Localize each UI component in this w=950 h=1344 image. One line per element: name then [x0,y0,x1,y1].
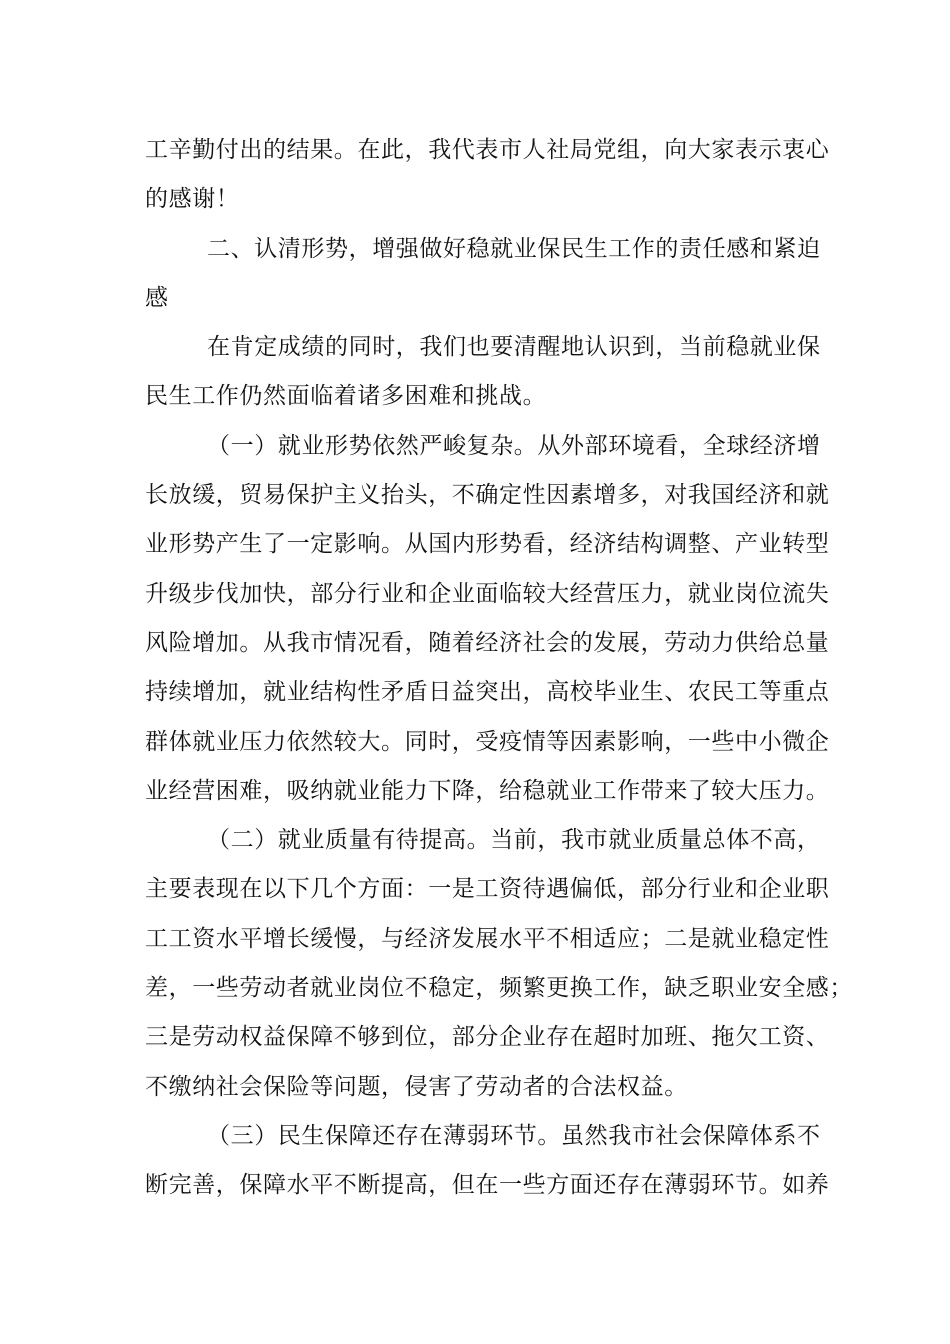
text-line: 业经营困难，吸纳就业能力下降，给稳就业工作带来了较大压力。 [145,777,830,804]
text-line: 主要表现在以下几个方面：一是工资待遇偏低，部分行业和企业职 [145,876,830,903]
text-line: 升级步伐加快，部分行业和企业面临较大经营压力，就业岗位流失 [145,580,830,607]
document-body [145,126,853,1211]
text-line: 断完善，保障水平不断提高，但在一些方面还存在薄弱环节。如养 [145,1172,830,1199]
text-line: （一）就业形势依然严峻复杂。从外部环境看，全球经济增 [207,432,821,459]
text-line: 业形势产生了一定影响。从国内形势看，经济结构调整、产业转型 [145,531,830,558]
text-line: 在肯定成绩的同时，我们也要清醒地认识到，当前稳就业保 [207,334,821,361]
text-line: 的感谢！ [145,186,240,213]
section-heading: 二、认清形势，增强做好稳就业保民生工作的责任感和紧迫 [207,235,821,262]
text-line: 风险增加。从我市情况看，随着经济社会的发展，劳动力供给总量 [145,629,830,656]
text-line: 三是劳动权益保障不够到位，部分企业存在超时加班、拖欠工资、 [145,1024,830,1051]
text-line: 不缴纳社会保险等问题，侵害了劳动者的合法权益。 [145,1073,688,1100]
text-line: （二）就业质量有待提高。当前，我市就业质量总体不高， [207,827,821,854]
text-line: 工辛勤付出的结果。在此，我代表市人社局党组，向大家表示衷心 [145,137,830,163]
text-line: 群体就业压力依然较大。同时，受疫情等因素影响，一些中小微企 [145,728,830,755]
text-line: （三）民生保障还存在薄弱环节。虽然我市社会保障体系不 [207,1122,821,1149]
text-line: 长放缓，贸易保护主义抬头，不确定性因素增多，对我国经济和就 [145,482,830,509]
text-line: 差，一些劳动者就业岗位不稳定，频繁更换工作，缺乏职业安全感； [145,975,853,1002]
text-line: 持续增加，就业结构性矛盾日益突出，高校毕业生、农民工等重点 [145,679,830,706]
text-line: 民生工作仍然面临着诸多困难和挑战。 [145,383,547,410]
section-heading-continued: 感 [145,284,169,311]
text-line: 工工资水平增长缓慢，与经济发展水平不相适应；二是就业稳定性 [145,925,830,952]
